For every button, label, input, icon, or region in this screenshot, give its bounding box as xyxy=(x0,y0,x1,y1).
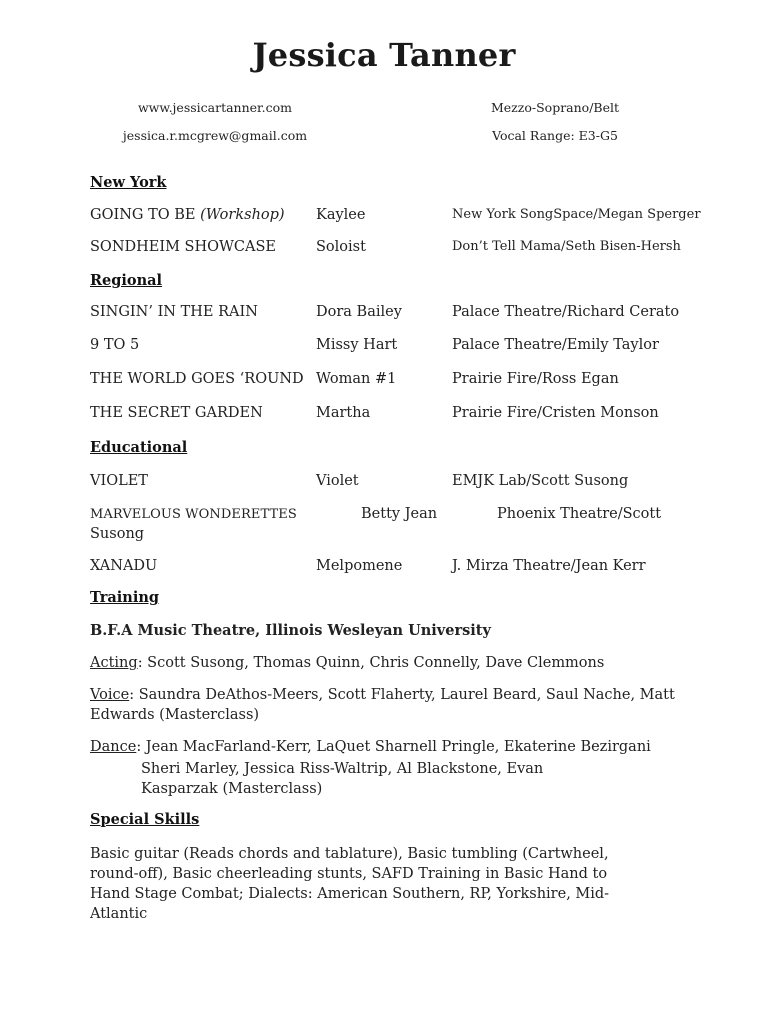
show-note: (Workshop) xyxy=(200,207,285,223)
credit-row xyxy=(90,506,690,526)
acting-teachers: : Scott Susong, Thomas Quinn, Chris Connelly, Dave Clemmons xyxy=(137,655,605,671)
venue-director: Phoenix Theatre/Scott xyxy=(497,506,662,522)
website-link[interactable]: www.jessicartanner.com xyxy=(137,100,293,115)
dance-teachers: : Jean MacFarland-Kerr, LaQuet Sharnell Pringle, Ekaterine Bezirgani xyxy=(136,739,651,755)
show-title: 9 TO 5 xyxy=(90,337,140,353)
venue-director: Palace Theatre/Richard Cerato xyxy=(452,304,680,320)
venue-director: Prairie Fire/Cristen Monson xyxy=(452,405,659,421)
venue-director: Don’t Tell Mama/Seth Bisen-Hersh xyxy=(452,239,681,254)
venue-director: EMJK Lab/Scott Susong xyxy=(452,473,629,489)
email-link[interactable]: jessica.r.mcgrew@gmail.com xyxy=(122,128,308,143)
show-title: THE SECRET GARDEN xyxy=(90,405,263,421)
show-title: MARVELOUS WONDERETTES xyxy=(90,507,297,522)
show-title: SINGIN’ IN THE RAIN xyxy=(90,304,258,320)
voice-teachers: : Saundra DeAthos-Meers, Scott Flaherty, Laurel Beard, Saul Nache, Matt Edwards (Masterclass) xyxy=(90,687,675,723)
dance-teachers-line2: Sheri Marley, Jessica Riss-Waltrip, Al Blackstone, Evan xyxy=(141,761,544,777)
credit-row xyxy=(90,207,701,227)
venue-director-wrap: Susong xyxy=(90,526,145,542)
role-name: Kaylee xyxy=(316,207,366,223)
dance-teachers-line3: Kasparzak (Masterclass) xyxy=(141,781,323,797)
venue-director: Prairie Fire/Ross Egan xyxy=(452,371,619,387)
credit-row xyxy=(90,558,690,578)
section-heading-educational: Educational xyxy=(90,439,188,456)
section-heading-regional: Regional xyxy=(90,272,163,289)
degree: B.F.A Music Theatre, Illinois Wesleyan University xyxy=(90,622,491,639)
role-name: Soloist xyxy=(316,239,366,255)
role-name: Woman #1 xyxy=(316,371,397,387)
show-title: THE WORLD GOES ‘ROUND xyxy=(90,371,304,387)
section-heading-new-york: New York xyxy=(90,174,167,191)
credit-row-wrap xyxy=(90,526,690,546)
vocal-range: Vocal Range: E3-G5 xyxy=(492,128,618,143)
role-name: Melpomene xyxy=(316,558,403,574)
venue-director: New York SongSpace/Megan Sperger xyxy=(452,207,701,222)
voice-type: Mezzo-Soprano/Belt xyxy=(490,100,620,115)
role-name: Martha xyxy=(316,405,371,421)
section-heading-training: Training xyxy=(90,589,160,606)
role-name: Violet xyxy=(316,473,359,489)
venue-director: Palace Theatre/Emily Taylor xyxy=(452,337,659,353)
role-name: Dora Bailey xyxy=(316,304,402,320)
skills-text: Basic guitar (Reads chords and tablature), Basic tumbling (Cartwheel, round-off), Basic cheerleading stunts, SAFD Training in Basic Hand to Hand Stage Combat; Dialects: American Southern, RP, Yorkshire, Mid-Atlantic xyxy=(90,846,610,922)
training-dance xyxy=(90,737,680,799)
credit-row xyxy=(90,304,690,324)
training-acting xyxy=(90,653,680,673)
role-name: Betty Jean xyxy=(361,506,438,522)
venue-director: J. Mirza Theatre/Jean Kerr xyxy=(452,558,646,574)
acting-label: Acting xyxy=(90,655,138,671)
credit-row xyxy=(90,337,690,357)
credit-row xyxy=(90,405,690,425)
show-title: GOING TO BE (Workshop) xyxy=(90,207,285,223)
training-voice xyxy=(90,685,680,725)
credit-row xyxy=(90,239,690,259)
voice-label: Voice xyxy=(90,687,130,703)
dance-label: Dance xyxy=(90,739,137,755)
section-heading-special-skills: Special Skills xyxy=(90,811,200,828)
role-name: Missy Hart xyxy=(316,337,398,353)
show-title: XANADU xyxy=(90,558,158,574)
credit-row xyxy=(90,371,690,391)
show-title: VIOLET xyxy=(90,473,148,489)
resume-name: Jessica Tanner xyxy=(252,36,516,74)
credit-row xyxy=(90,473,690,493)
show-title: SONDHEIM SHOWCASE xyxy=(90,239,277,255)
